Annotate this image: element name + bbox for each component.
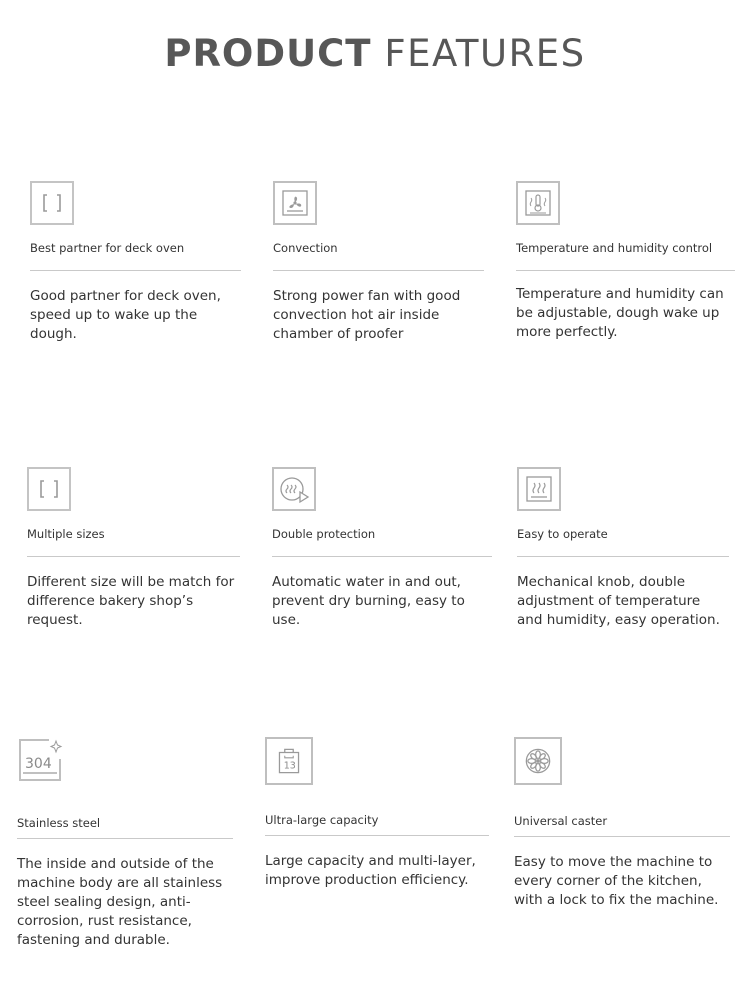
feature-title: Universal caster [514, 814, 608, 828]
thermometer-icon [516, 181, 560, 225]
feature-convection [273, 181, 484, 344]
feature-temperature-humidity [516, 181, 735, 342]
caster-icon [514, 737, 562, 785]
stainless-304-icon [17, 737, 63, 783]
feature-universal-caster [514, 737, 730, 910]
feature-description: Good partner for deck oven, speed up to wake up the dough. [30, 288, 221, 342]
page-title-bold: PRODUCT [164, 32, 372, 75]
feature-double-protection [272, 467, 492, 630]
feature-title: Best partner for deck oven [30, 241, 185, 255]
feature-title: Multiple sizes [27, 527, 105, 541]
feature-stainless-steel [17, 737, 233, 950]
divider [517, 556, 729, 557]
page-title-light: FEATURES [384, 32, 586, 75]
feature-description: Different size will be match for difference bakery shop’s request. [27, 574, 235, 628]
divider [514, 836, 730, 837]
feature-title: Double protection [272, 527, 376, 541]
water-protection-icon [272, 467, 316, 511]
feature-title: Ultra-large capacity [265, 813, 379, 827]
feature-description: Automatic water in and out, prevent dry burning, easy to use. [272, 574, 465, 628]
steam-icon [517, 467, 561, 511]
divider [516, 270, 735, 271]
divider [273, 270, 484, 271]
feature-title: Convection [273, 241, 338, 255]
feature-description: Large capacity and multi-layer, improve production efficiency. [265, 853, 476, 888]
feature-title: Temperature and humidity control [516, 241, 713, 255]
feature-ultra-large-capacity [265, 737, 489, 890]
feature-title: Easy to operate [517, 527, 608, 541]
divider [17, 838, 233, 839]
divider [272, 556, 492, 557]
fan-icon [273, 181, 317, 225]
feature-description: The inside and outside of the machine body are all stainless steel sealing design, anti-corrosion, rust resistance, fastening and durable. [17, 856, 223, 948]
feature-multiple-sizes [27, 467, 240, 630]
feature-title: Stainless steel [17, 816, 101, 830]
frame-icon [27, 467, 71, 511]
icon-304-text: 304 [25, 756, 52, 772]
feature-description: Strong power fan with good convection hot air inside chamber of proofer [273, 288, 461, 342]
frame-icon [30, 181, 74, 225]
divider [27, 556, 240, 557]
icon-capacity-text: 13 [283, 760, 296, 772]
feature-description: Temperature and humidity can be adjustable, dough wake up more perfectly. [516, 286, 724, 340]
feature-description: Easy to move the machine to every corner of the kitchen, with a lock to fix the machine. [514, 854, 719, 908]
capacity-icon [265, 737, 313, 785]
feature-deck-oven [30, 181, 241, 344]
feature-easy-operate [517, 467, 729, 630]
page-title [0, 32, 750, 76]
divider [30, 270, 241, 271]
feature-description: Mechanical knob, double adjustment of temperature and humidity, easy operation. [517, 574, 720, 628]
divider [265, 835, 489, 836]
